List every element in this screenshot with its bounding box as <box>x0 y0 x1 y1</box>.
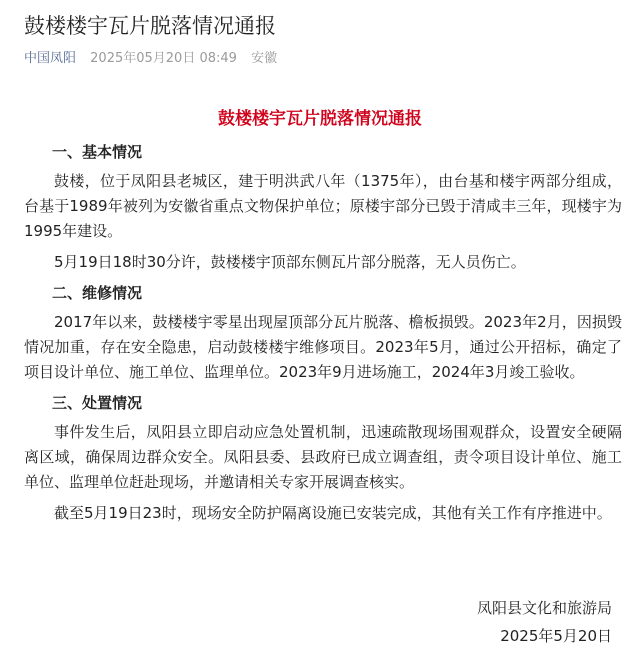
notice-body <box>24 140 622 532</box>
notice-title: 鼓楼楼宇瓦片脱落情况通报 <box>218 109 422 129</box>
paragraph: 2017年以来，鼓楼楼宇零星出现屋顶部分瓦片脱落、檐板损毁。2023年2月，因损毁情况加重，存在安全隐患，启动鼓楼楼宇维修项目。2023年5月，通过公开招标，确定了项目设计单位、施工单位、监理单位。2023年9月进场施工，2024年3月竣工验收。 <box>24 313 622 381</box>
paragraph: 事件发生后，凤阳县立即启动应急处置机制，迅速疏散现场围观群众，设置安全硬隔离区域，确保周边群众安全。凤阳县委、县政府已成立调查组，责令项目设计单位、施工单位、监理单位赶赴现场，并邀请相关专家开展调查核实。 <box>24 423 622 491</box>
paragraph: 截至5月19日23时，现场安全防护隔离设施已安装完成，其他有关工作有序推进中。 <box>54 504 612 522</box>
paragraph: 鼓楼，位于凤阳县老城区，建于明洪武八年（1375年），由台基和楼宇两部分组成，台基于1989年被列为安徽省重点文物保护单位；原楼宇部分已毁于清咸丰三年，现楼宇为1995年建设。 <box>24 172 622 240</box>
section-heading-repair: 二、维修情况 <box>52 284 143 302</box>
signature-date: 2025年5月20日 <box>500 627 612 645</box>
paragraph: 5月19日18时30分许，鼓楼楼宇顶部东侧瓦片部分脱落，无人员伤亡。 <box>54 253 526 271</box>
publish-location: 安徽 <box>251 51 278 66</box>
article-title: 鼓楼楼宇瓦片脱落情况通报 <box>24 14 276 38</box>
publish-date: 2025年05月20日 08:49 <box>90 51 237 66</box>
article-meta <box>24 50 277 68</box>
signature-organization: 凤阳县文化和旅游局 <box>476 599 612 617</box>
signature-block <box>477 594 612 650</box>
section-heading-basic: 一、基本情况 <box>52 143 143 161</box>
source-account-link[interactable]: 中国凤阳 <box>24 51 77 66</box>
section-heading-handling: 三、处置情况 <box>52 394 143 412</box>
